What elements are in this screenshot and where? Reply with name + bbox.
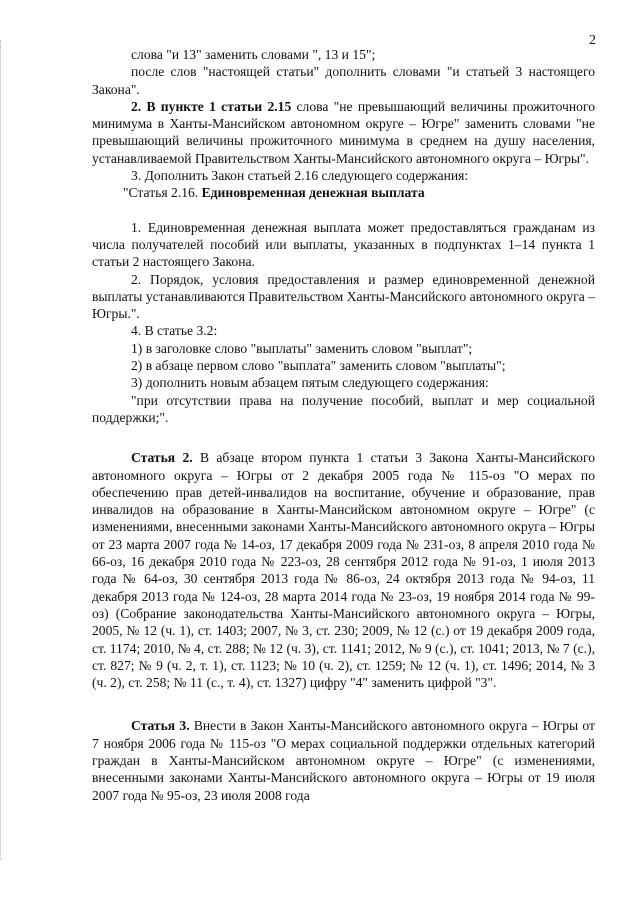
- subitem-2: 2) в абзаце первом слово "выплата" заменить словом "выплаты";: [131, 358, 506, 374]
- subitem-3: 3) дополнить новым абзацем пятым следующего содержания:: [131, 375, 489, 391]
- article-2: [92, 449, 595, 691]
- paragraph-item-3: 3. Дополнить Закон статьей 2.16 следующего содержания:: [131, 168, 469, 184]
- article-2-16-prefix: "Статья 2.16.: [123, 185, 202, 201]
- article-2-label: Статья 2.: [131, 450, 193, 466]
- article-2-16-title: Единовременная денежная выплата: [201, 185, 425, 201]
- subitem-1: 1) в заголовке слово "выплаты" заменить словом "выплат";: [131, 340, 473, 356]
- page-number: 2: [589, 33, 596, 48]
- article-3-text: Внести в Закон Ханты-Мансийского автономного округа – Югры от 7 ноября 2006 года № 115-оз "О мерах социальной поддержки отдельных категорий граждан в Ханты-Мансийском автономном округе – Югре" (с изменениями, внесенными законами Ханты-Мансийского автономного округа – Югры от 19 июля 2007 года № 95-оз, 23 июля 2008 года: [92, 718, 595, 803]
- article-3: [92, 717, 595, 803]
- item-2-lead: 2. В пункте 1 статьи 2.15: [131, 98, 292, 114]
- item-2-text: слова "не превышающий величины прожиточного минимума в Ханты-Мансийском автономном округе – Югре" заменить словами "не превышающий величины прожиточного минимума в среднем на душу населения, устанавливаемой Правительством Ханты-Мансийского автономного округа – Югры".: [92, 98, 595, 166]
- article-2-16-point-2: 2. Порядок, условия предоставления и размер единовременной денежной выплаты устанавливаются Правительством Ханты-Мансийского автономного округа – Югры.".: [92, 271, 595, 322]
- paragraph-item-4: 4. В статье 3.2:: [131, 323, 218, 339]
- article-2-text: В абзаце втором пункта 1 статьи 3 Закона Ханты-Мансийского автономного округа – Югры от 2 декабря 2005 года № 115-оз "О мерах по обеспечению прав детей-инвалидов на воспитание, обучение и образование, прав инвалидов на образование в Ханты-Мансийском автономном округе – Югре" (с изменениями, внесенными законами Ханты-Мансийского автономного округа – Югры от 23 марта 2007 года № 14-оз, 17 декабря 2009 года № 231-оз, 8 апреля 2010 года № 66-оз, 16 декабря 2010 года № 223-оз, 28 сентября 2012 года № 91-оз, 1 июля 2013 года № 64-оз, 30 сентября 2013 года № 86-оз, 24 октября 2013 года № 94-оз, 11 декабря 2013 года № 124-оз, 28 марта 2014 года № 23-оз, 19 ноября 2014 года № 99-оз) (Собрание законодательства Ханты-Мансийского автономного округа – Югры, 2005, № 12 (ч. 1), ст. 1403; 2007, № 3, ст. 230; 2009, № 12 (с.) от 19 декабря 2009 года, ст. 1174; 2010, № 4, ст. 288; № 12 (ч. 3), ст. 1141; 2012, № 9 (с.), ст. 1041; 2013, № 7 (с.), ст. 827; № 9 (ч. 2, т. 1), ст. 1123; № 10 (ч. 2), ст. 1259; № 12 (ч. 1), ст. 1496; 2014, № 3 (ч. 2), ст. 258; № 11 (с., т. 4), ст. 1327) цифру "4" заменить цифрой "3".: [92, 450, 595, 691]
- scan-margin-edge: [0, 40, 7, 860]
- paragraph-item-2: [92, 98, 595, 167]
- article-2-16-heading: [92, 184, 595, 201]
- document-body: [92, 46, 595, 804]
- article-2-16-point-1: 1. Единовременная денежная выплата может предоставляться гражданам из числа получателей пособий или выплаты, указанных в подпунктах 1–14 пункта 1 статьи 2 настоящего Закона.: [92, 219, 595, 270]
- paragraph-1: слова "и 13" заменить словами ", 13 и 15";: [131, 47, 376, 62]
- new-paragraph-text: "при отсутствии права на получение пособий, выплат и мер социальной поддержки;".: [92, 392, 595, 425]
- article-3-label: Статья 3.: [131, 718, 190, 734]
- paragraph-2: после слов "настоящей статьи" дополнить словами "и статьей 3 настоящего Закона".: [92, 64, 595, 97]
